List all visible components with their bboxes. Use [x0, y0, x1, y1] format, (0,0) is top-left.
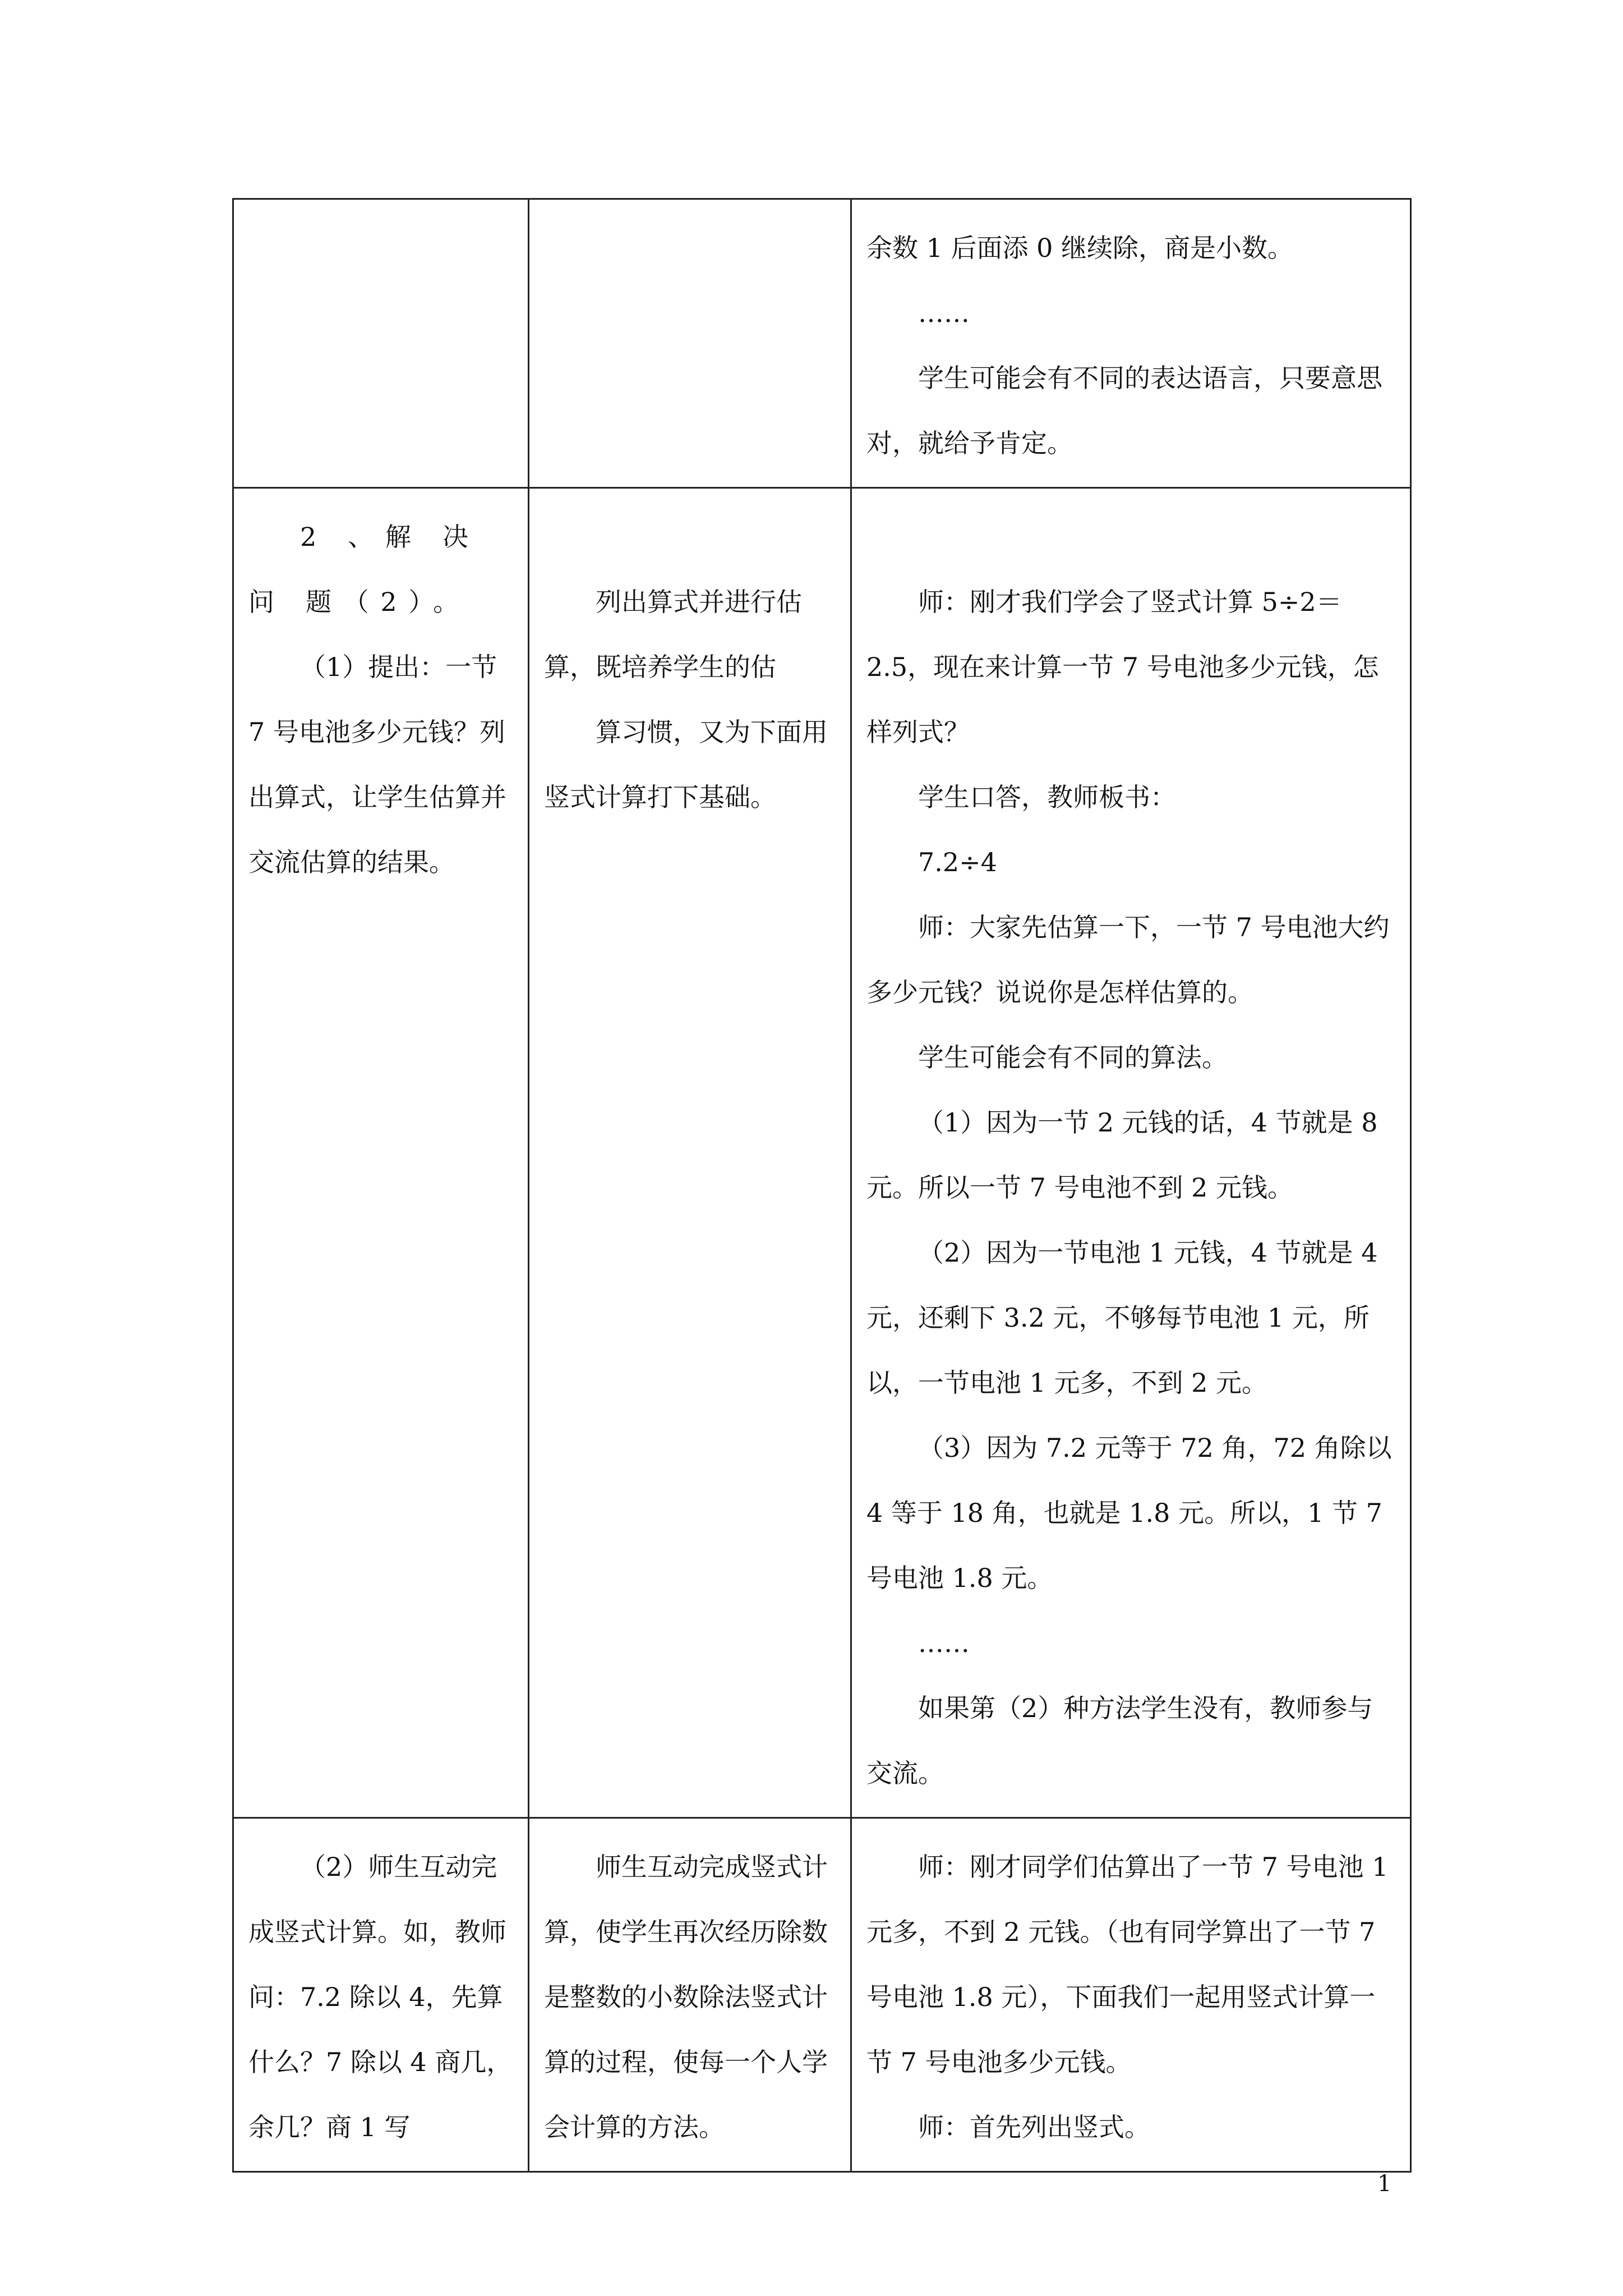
paragraph: 如果第（2）种方法学生没有，教师参与交流。: [866, 1693, 1373, 1788]
table-cell-intent: [529, 488, 851, 1818]
table-cell-process: [851, 1818, 1411, 2172]
paragraph: 师：首先列出竖式。: [918, 2112, 1150, 2142]
paragraph: 师：刚才同学们估算出了一节 7 号电池 1 元多，不到 2 元钱。（也有同学算出了一节 7 号电池 1.8 元），下面我们一起用竖式计算一节 7 号电池多少元钱。: [866, 1852, 1389, 2077]
formula: 7.2÷4: [918, 847, 997, 877]
paragraph: （1）因为一节 2 元钱的话，4 节就是 8 元。所以一节 7 号电池不到 2 元钱。: [866, 1107, 1378, 1203]
paragraph: 学生口答，教师板书：: [918, 782, 1176, 812]
section-heading: 2 、解 决 问 题（2）。: [248, 522, 480, 617]
table-row: [233, 199, 1411, 488]
paragraph: 列出算式并进行估算，既培养学生的估: [544, 587, 802, 682]
paragraph: 学生可能会有不同的算法。: [918, 1042, 1228, 1073]
table-row: [233, 1818, 1411, 2172]
paragraph: 师生互动完成竖式计算，使学生再次经历除数是整数的小数除法竖式计算的过程，使每一个人学会计算的方法。: [544, 1852, 828, 2142]
table-row: [233, 488, 1411, 1818]
ellipsis: ……: [918, 1628, 970, 1658]
paragraph: （3）因为 7.2 元等于 72 角，72 角除以 4 等于 18 角，也就是 1.8 元。所以，1 节 7 号电池 1.8 元。: [866, 1433, 1392, 1593]
table-cell-activity: [233, 488, 529, 1818]
paragraph: （1）提出：一节 7 号电池多少元钱？列出算式，让学生估算并交流估算的结果。: [248, 652, 506, 877]
page-number: 1: [1377, 2171, 1392, 2197]
table-cell-intent: [529, 199, 851, 488]
paragraph: 余数 1 后面添 0 继续除，商是小数。: [866, 233, 1294, 263]
table-cell-activity: [233, 1818, 529, 2172]
table-cell-activity: [233, 199, 529, 488]
paragraph: （2）因为一节电池 1 元钱，4 节就是 4 元，还剩下 3.2 元，不够每节电池 1 元，所以，一节电池 1 元多，不到 2 元。: [866, 1237, 1378, 1398]
paragraph: （2）师生互动完成竖式计算。如，教师问：7.2 除以 4，先算什么？7 除以 4 商几，余几？商 1 写: [248, 1852, 513, 2142]
ellipsis: ……: [918, 298, 970, 328]
table-cell-process: [851, 199, 1411, 488]
paragraph: 师：刚才我们学会了竖式计算 5÷2＝2.5，现在来计算一节 7 号电池多少元钱，怎样列式？: [866, 587, 1379, 747]
paragraph: 算习惯，又为下面用竖式计算打下基础。: [544, 717, 828, 812]
table-cell-intent: [529, 1818, 851, 2172]
table-cell-process: [851, 488, 1411, 1818]
lesson-plan-table: [232, 198, 1412, 2173]
paragraph: 学生可能会有不同的表达语言，只要意思对，就给予肯定。: [866, 363, 1382, 458]
paragraph: 师：大家先估算一下，一节 7 号电池大约多少元钱？说说你是怎样估算的。: [866, 912, 1390, 1007]
